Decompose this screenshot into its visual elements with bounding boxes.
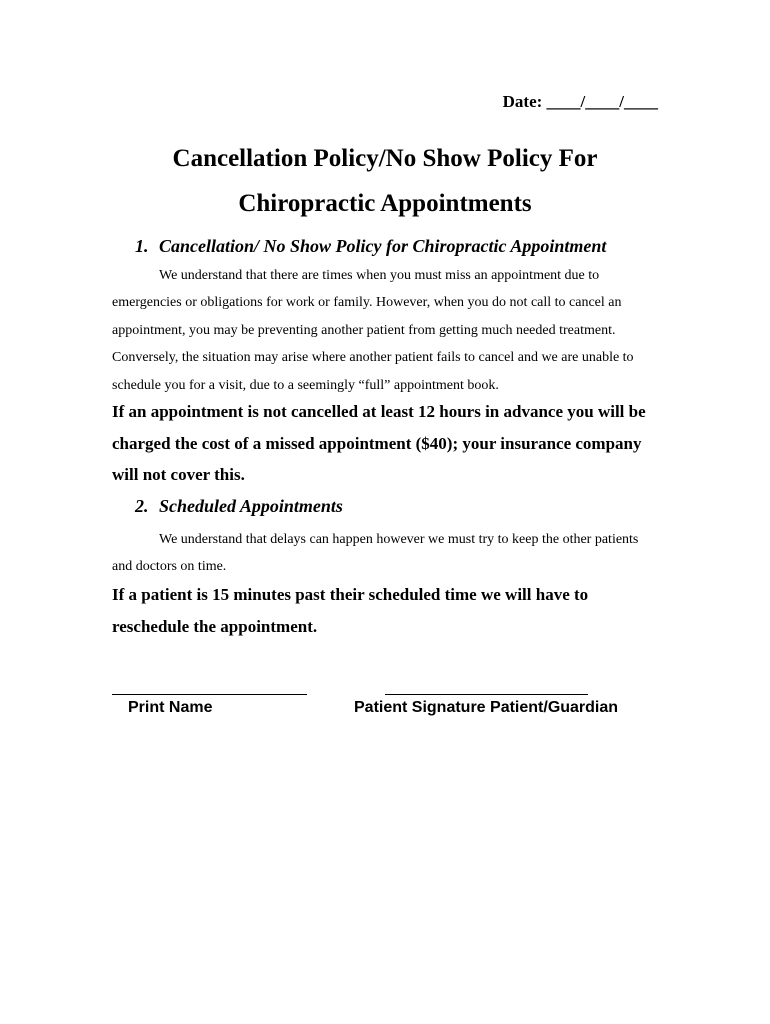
signature-label: Patient Signature Patient/Guardian [354, 699, 619, 716]
print-name-line[interactable] [112, 694, 307, 695]
signature-line[interactable] [385, 694, 588, 695]
section-1-body: We understand that there are times when you must miss an appointment due to emergencies or obligations for work or family. However, when you do not call to cancel an appointment, you may be preventing another patient from getting much needed treatment. Conversely, the situation may arise where another patient fails to cancel and we are unable to schedule you for a visit, due to a seemingly “full” appointment book. [112, 268, 634, 393]
section-2-heading [135, 496, 343, 517]
print-name-label: Print Name [128, 699, 213, 716]
document-title-line-2: Chiropractic Appointments [238, 190, 532, 217]
section-1-heading [135, 236, 606, 257]
document-title-line-1: Cancellation Policy/No Show Policy For [172, 145, 598, 172]
section-1-number: 1. [135, 236, 149, 256]
section-2-body: We understand that delays can happen however we must try to keep the other patients and doctors on time. [112, 532, 639, 575]
section-2-emphasis: If a patient is 15 minutes past their scheduled time we will have to reschedule the appointment. [112, 585, 589, 636]
section-2-number: 2. [135, 496, 149, 516]
section-1-emphasis: If an appointment is not cancelled at least 12 hours in advance you will be charged the cost of a missed appointment ($40); your insurance company will not cover this. [112, 402, 646, 484]
date-field[interactable]: Date: ____/____/____ [502, 92, 658, 111]
section-1-heading-text: Cancellation/ No Show Policy for Chiropractic Appointment [159, 236, 607, 256]
section-2-heading-text: Scheduled Appointments [159, 496, 343, 516]
